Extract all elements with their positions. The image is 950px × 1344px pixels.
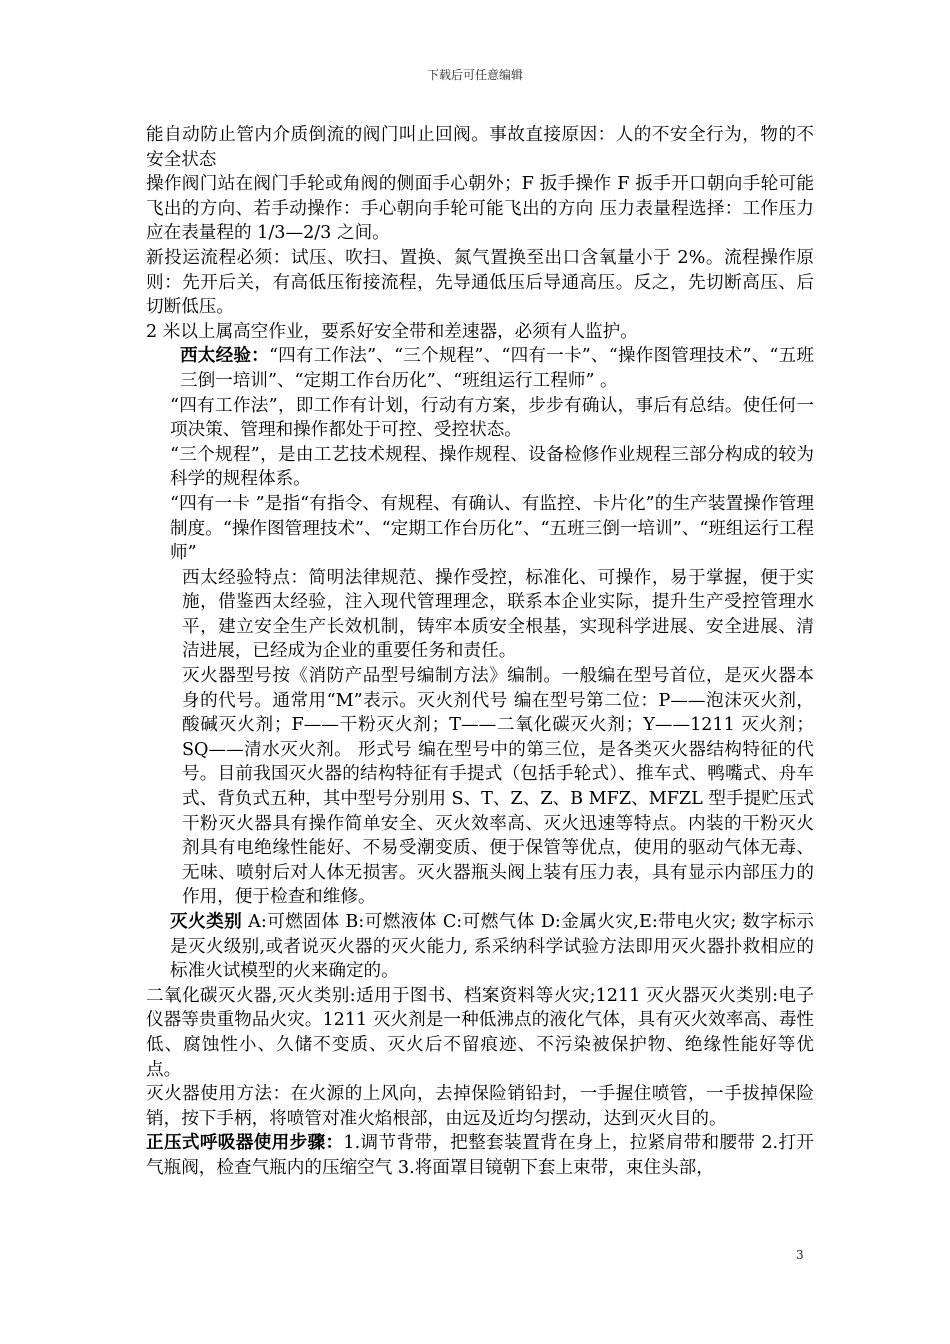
paragraph-three-regulations: “三个规程”，是由工艺技术规程、操作规程、设备检修作业规程三部分构成的较为科学的规程体系。 [170, 444, 814, 490]
paragraph-co2-1211: 二氧化碳灭火器,灭火类别:适用于图书、档案资料等火灾;1211 灭火器灭火类别:电子仪器等贵重物品火灾。1211 灭火剂是一种低沸点的液化气体，具有灭火效率高、毒性低、腐蚀性小、久储不变质、灭火后不留痕迹、不污染被保护物、绝缘性能好等优点。 [146, 985, 814, 1080]
fire-classes-heading: 灭火类别 [170, 911, 243, 932]
xitai-text: “四有工作法”、“三个规程”、“四有一卡”、“操作图管理技术”、“五班三倒一培训”、“定期工作台历化”、“班组运行工程师” 。 [180, 346, 814, 391]
paragraph-high-altitude: 2 米以上属高空作业，要系好安全带和差速器，必须有人监护。 [146, 321, 638, 342]
paragraph-fire-classes [146, 910, 814, 984]
document-body [146, 123, 814, 1181]
paragraph-check-valve: 能自动防止管内介质倒流的阀门叫止回阀。事故直接原因：人的不安全行为，物的不安全状态 [146, 125, 814, 170]
xitai-heading: 西太经验： [180, 345, 269, 367]
page-header: 下载后可任意编辑 [426, 68, 523, 82]
page-number: 3 [796, 1248, 804, 1262]
fire-classes-text: A:可燃固体 B:可燃液体 C:可燃气体 D:金属火灾,E:带电火灾; 数字标示是灭火级别,或者说灭火器的灭火能力, 系采纳科学试验方法即用灭火器扑救相应的标准火试模型的火来确定的。 [170, 912, 814, 982]
paragraph-new-process: 新投运流程必须：试压、吹扫、置换、氮气置换至出口含氧量小于 2%。流程操作原则：先开后关，有高低压衔接流程，先导通低压后导通高压。反之，先切断高压、后切断低压。 [146, 247, 814, 318]
paragraph-extinguisher-usage: 灭火器使用方法：在火源的上风向，去掉保险销铅封，一手握住喷管，一手拔掉保险销，按下手柄，将喷管对准火焰根部，由远及近均匀摆动，达到灭火目的。 [146, 1084, 814, 1129]
paragraph-breathing-apparatus [146, 1131, 814, 1180]
paragraph-xitai-features: 西太经验特点：简明法律规范、操作受控，标准化、可操作，易于掌握，便于实施，借鉴西太经验，注入现代管理理念，联系本企业实际，提升生产受控管理水平，建立安全生产长效机制，铸牢本质安全根基，实现科学进展、安全进展、清洁进展，已经成为企业的重要任务和责任。 [182, 567, 814, 662]
paragraph-xitai-experience [146, 344, 814, 393]
paragraph-extinguisher-model: 灭火器型号按《消防产品型号编制方法》编制。一般编在型号首位，是灭火器本身的代号。通常用“M”表示。灭火剂代号 编在型号第二位：P——泡沫灭火剂，酸碱灭火剂；F——干粉灭火剂；T——二氧化碳灭火剂；Y——1211 灭火剂；SQ——清水灭火剂。 形式号 编在型号中的第三位，是各类灭火器结构特征的代号。目前我国灭火器的结构特征有手提式（包括手轮式）、推车式、鸭嘴式、舟车式、背负式五种，其中型号分别用 S、T、Z、Z、B MFZ、MFZL 型手提贮压式干粉灭火器具有操作简单安全、灭火效率高、灭火迅速等特点。内装的干粉灭火剂具有电绝缘性能好、不易受潮变质、便于保管等优点，使用的驱动气体无毒、无味、喷射后对人体无损害。灭火器瓶头阀上装有压力表，具有显示内部压力的作用，便于检查和维修。 [182, 666, 814, 908]
paragraph-four-work-method: “四有工作法”，即工作有计划，行动有方案，步步有确认，事后有总结。使任何一项决策、管理和操作都处于可控、受控状态。 [170, 395, 814, 441]
paragraph-valve-operation: 操作阀门站在阀门手轮或角阀的侧面手心朝外；F 扳手操作 F 扳手开口朝向手轮可能飞出的方向、若手动操作：手心朝向手轮可能飞出的方向 压力表量程选择：工作压力应在表量程的 1/3—2/3 之间。 [146, 174, 814, 244]
paragraph-four-one-card: “四有一卡 ”是指“有指令、有规程、有确认、有监控、卡片化”的生产装置操作管理制度。“操作图管理技术”、“定期工作台历化”、“五班三倒一培训”、“班组运行工程师” [170, 493, 814, 564]
breathing-text: 1.调节背带，把整套装置背在身上，拉紧肩带和腰带 2.打开气瓶阀，检查气瓶内的压缩空气 3.将面罩目镜朝下套上束带，束住头部， [146, 1133, 814, 1178]
breathing-heading: 正压式呼吸器使用步骤： [146, 1132, 344, 1154]
